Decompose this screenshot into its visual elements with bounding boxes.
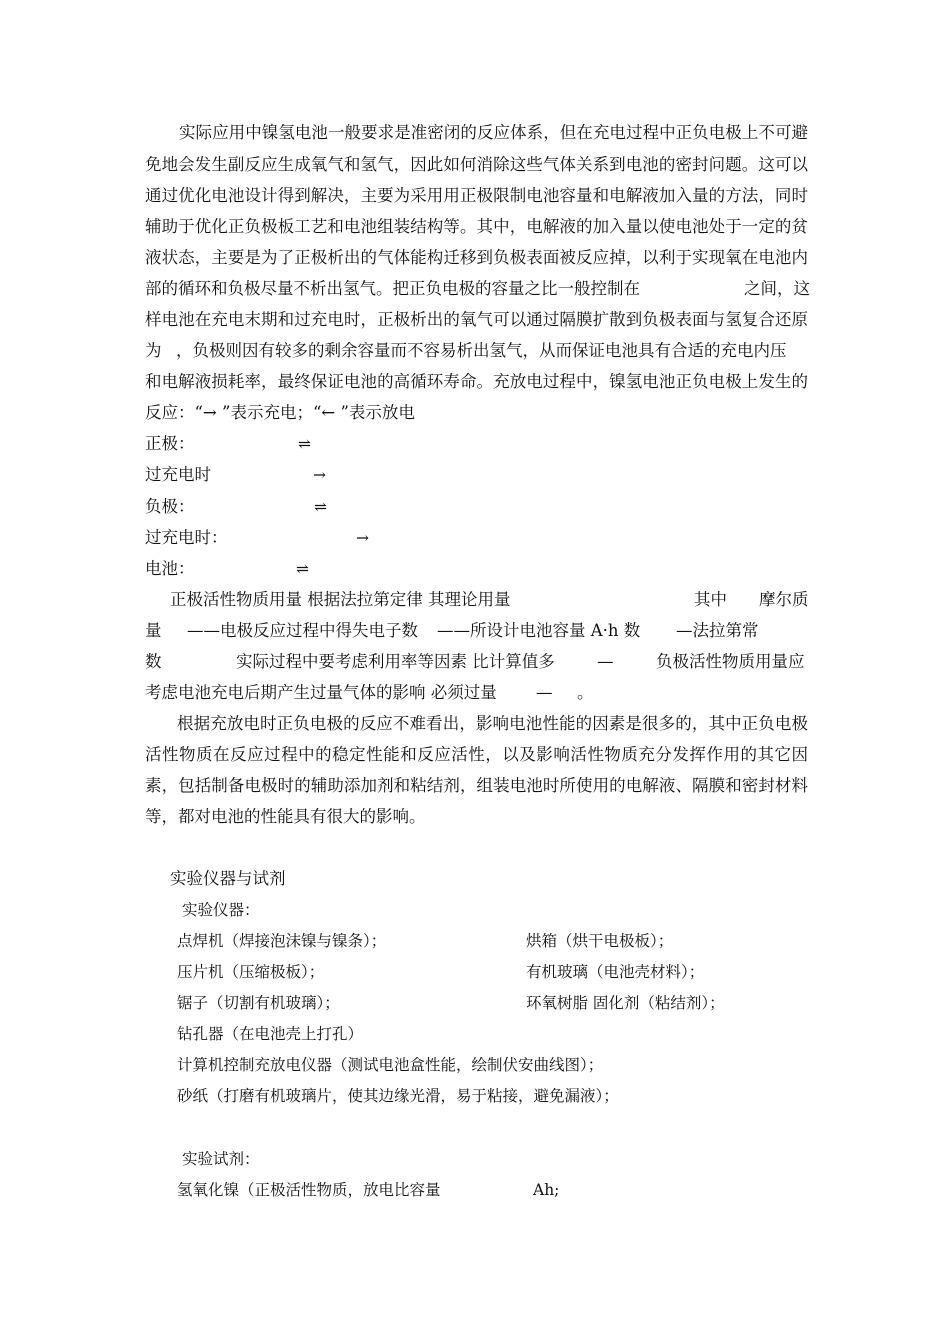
- paragraph-fragment: 实际过程中要考虑利用率等因素 比计算值多: [236, 652, 555, 671]
- reaction-label: 过充电时：: [145, 528, 228, 547]
- list-item: 砂纸（打磨有机玻璃片，使其边缘光滑，易于粘接，避免漏液）；: [177, 1087, 619, 1105]
- list-item: 计算机控制充放电仪器（测试电池盒性能，绘制伏安曲线图）；: [177, 1056, 604, 1074]
- paragraph-line: 样电池在充电末期和过充电时，正极析出的氧气可以通过隔膜扩散到负极表面与氢复合还原: [145, 310, 808, 329]
- paragraph-line: 部的循环和负极尽量不析出氢气。把正负电极的容量之比一般控制在: [145, 279, 640, 298]
- right-arrow-icon: →: [356, 529, 369, 547]
- equilibrium-arrow-icon: ⇌: [298, 435, 311, 453]
- paragraph-line: 根据充放电时正负电极的反应不难看出，影响电池性能的因素是很多的，其中正负电极: [177, 714, 808, 733]
- paragraph-fragment: 考虑电池充电后期产生过量气体的影响 必须过量: [145, 683, 497, 702]
- paragraph-line: 免地会发生副反应生成氧气和氢气，因此如何消除这些气体关系到电池的密封问题。这可以: [145, 155, 808, 174]
- paragraph-line: 等，都对电池的性能具有很大的影响。: [145, 807, 426, 826]
- paragraph-line: 活性物质在反应过程中的稳定性能和反应活性，以及影响活性物质充分发挥作用的其它因: [145, 745, 808, 764]
- paragraph-line: 通过优化电池设计得到解决，主要为采用用正极限制电池容量和电解液加入量的方法，同时: [145, 186, 808, 205]
- paragraph-line: 液状态，主要是为了正极析出的气体能构迁移到负极表面被反应掉，以利于实现氧在电池内: [145, 248, 808, 267]
- reaction-label: 正极：: [145, 434, 195, 453]
- section-title: 实验仪器与试剂: [170, 869, 286, 888]
- list-item: 烘箱（烘干电极板）；: [526, 932, 674, 950]
- reaction-label: 电池：: [145, 559, 195, 578]
- right-arrow-icon: →: [313, 466, 326, 484]
- list-item: 点焊机（焊接泡沫镍与镍条）；: [177, 932, 387, 950]
- paragraph-line: 反应：“→ ”表示充电；“← ”表示放电: [145, 403, 415, 422]
- paragraph-fragment: —: [597, 652, 614, 671]
- paragraph-line: 辅助于优化正负极板工艺和电池组装结构等。其中，电解液的加入量以使电池处于一定的贫: [145, 217, 808, 236]
- list-item: 有机玻璃（电池壳材料）；: [526, 963, 705, 981]
- paragraph-line: 和电解液损耗率，最终保证电池的高循环寿命。充放电过程中，镍氢电池正负电极上发生的: [145, 372, 808, 391]
- paragraph-fragment: 摩尔质: [759, 590, 809, 609]
- equilibrium-arrow-icon: ⇌: [314, 498, 327, 516]
- paragraph-fragment: 负极活性物质用量应: [656, 652, 805, 671]
- list-item: 钻孔器（在电池壳上打孔）: [177, 1025, 364, 1043]
- reagents-heading: 实验试剂：: [182, 1150, 260, 1168]
- paragraph-fragment: ，负极则因有较多的剩余容量而不容易析出氢气，从而保证电池具有合适的充电内压: [176, 341, 787, 360]
- paragraph-fragment: 量: [145, 621, 162, 640]
- list-item-fragment: Ah;: [533, 1181, 560, 1199]
- paragraph-line: 实际应用中镍氢电池一般要求是准密闭的反应体系，但在充电过程中正负电极上不可避: [179, 123, 808, 142]
- reaction-label: 过充电时: [145, 465, 211, 484]
- paragraph-fragment: 正极活性物质用量 根据法拉第定律 其理论用量: [170, 590, 511, 609]
- equilibrium-arrow-icon: ⇌: [296, 560, 309, 578]
- list-item: 压片机（压缩极板）；: [177, 963, 325, 981]
- list-item: 氢氧化镍（正极活性物质，放电比容量: [177, 1181, 441, 1199]
- paragraph-fragment: ——电极反应过程中得失电子数: [187, 621, 418, 640]
- paragraph-fragment: —: [536, 683, 553, 702]
- list-item: 锯子（切割有机玻璃）；: [177, 994, 340, 1012]
- paragraph-line: 素，包括制备电极时的辅助添加剂和粘结剂，组装电池时所使用的电解液、隔膜和密封材料: [145, 776, 808, 795]
- paragraph-fragment: 之间，这: [744, 279, 810, 298]
- paragraph-fragment: 其中: [694, 590, 727, 609]
- reaction-label: 负极：: [145, 497, 195, 516]
- paragraph-fragment: —法拉第常: [676, 621, 759, 640]
- paragraph-fragment: 为: [145, 341, 162, 360]
- paragraph-fragment: 。: [577, 683, 594, 702]
- list-item: 环氧树脂 固化剂（粘结剂）；: [526, 994, 725, 1012]
- paragraph-fragment: 数: [145, 652, 162, 671]
- paragraph-fragment: ——所设计电池容量 A·h 数: [437, 621, 641, 640]
- instruments-heading: 实验仪器：: [182, 901, 260, 919]
